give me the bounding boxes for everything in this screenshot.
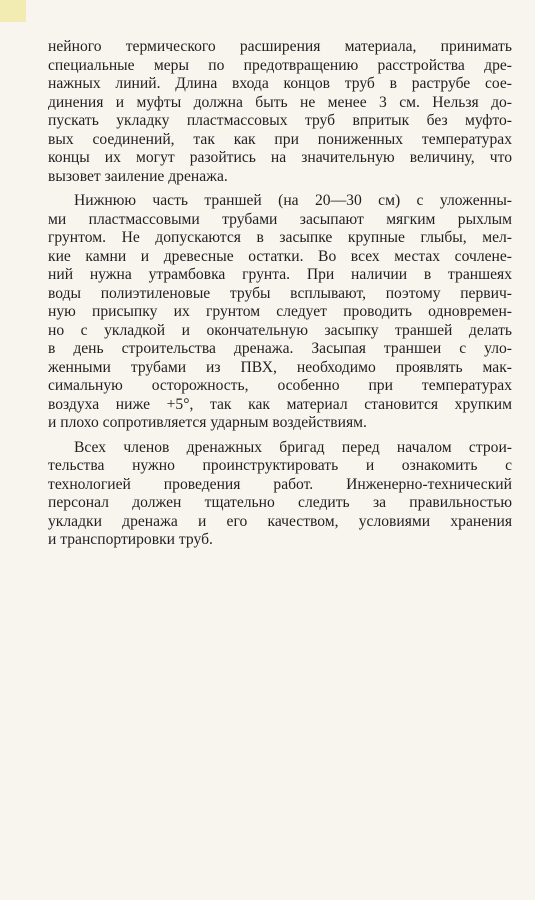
paragraph-1 (48, 38, 512, 186)
text-line: но с укладкой и окончательную засыпку траншей делать (48, 321, 512, 339)
text-line: в день строительства дренажа. Засыпая траншеи с уло- (48, 340, 512, 357)
text-line: технологией проведения работ. Инженерно-технический (48, 475, 512, 493)
text-line: и плохо сопротивляется ударным воздействиям. (48, 414, 367, 431)
text-line: симальную осторожность, особенно при температурах (48, 377, 512, 394)
text-line: воздуха ниже +5°, так как материал становится хрупким (48, 395, 512, 413)
text-line: специальные меры по предотвращению расстройства дре- (48, 56, 512, 74)
text-line: нейного термического расширения материала, принимать (48, 38, 512, 55)
text-line: женными трубами из ПВХ, необходимо проявлять мак- (48, 358, 512, 376)
paragraph-2 (48, 192, 512, 433)
corner-highlight-mark (0, 0, 26, 22)
text-line: воды полиэтиленовые трубы всплывают, поэтому первич- (48, 284, 512, 302)
text-line: пускать укладку пластмассовых труб впритык без муфто- (48, 112, 512, 129)
text-line: Всех членов дренажных бригад перед началом строи- (74, 438, 512, 456)
text-line: тельства нужно проинструктировать и ознакомить с (48, 457, 512, 474)
text-line: вызовет заиление дренажа. (48, 167, 228, 185)
text-line: концы их могут разойтись на значительную величину, что (48, 149, 512, 166)
text-line: ную присыпку их грунтом следует проводить одновремен- (48, 303, 512, 320)
paragraph-3 (48, 439, 512, 550)
text-line: кие камни и древесные остатки. Во всех местах сочлене- (48, 247, 512, 265)
text-line: Нижнюю часть траншей (на 20—30 см) с уложенны- (74, 192, 512, 209)
text-line: грунтом. Не допускаются в засыпке крупные глыбы, мел- (48, 229, 512, 246)
body-text (48, 38, 512, 550)
text-line: ний нужна утрамбовка грунта. При наличии в траншеях (48, 266, 512, 283)
text-line: нажных линий. Длина входа концов труб в раструбе сое- (48, 75, 512, 92)
text-line: укладки дренажа и его качеством, условиями хранения (48, 512, 512, 530)
text-line: ми пластмассовыми трубами засыпают мягким рыхлым (48, 210, 512, 228)
text-line: и транспортировки труб. (48, 531, 213, 548)
text-line: вых соединений, так как при пониженных температурах (48, 130, 512, 148)
text-line: динения и муфты должна быть не менее 3 см. Нельзя до- (48, 93, 512, 111)
text-line: персонал должен тщательно следить за правильностью (48, 494, 512, 511)
